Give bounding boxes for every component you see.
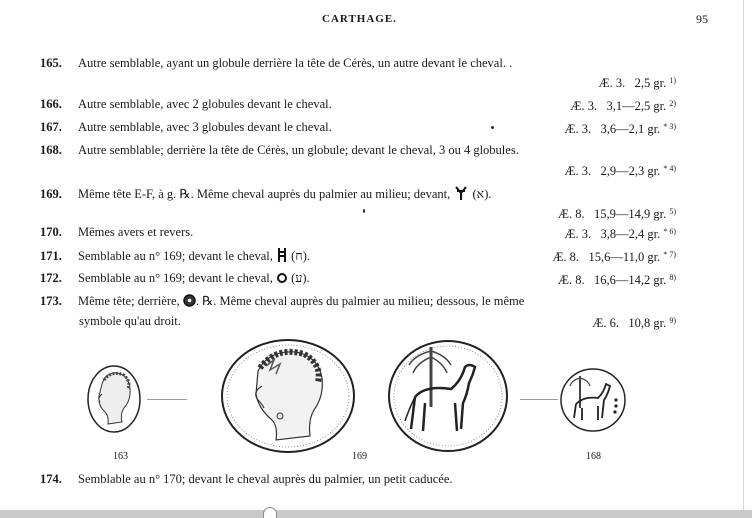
entry-text: Mêmes avers et revers.: [78, 225, 194, 239]
entry-168: [40, 142, 676, 158]
entry-165: [40, 55, 676, 71]
entry-text: Même tête; derrière,: [78, 294, 180, 308]
entry-number: 166.: [40, 97, 62, 111]
entry-text: Autre semblable, avec 2 globules devant le cheval.: [78, 97, 332, 111]
entry-number: 172.: [40, 271, 62, 285]
entry-measure: Æ. 3. 3,1—2,5 gr. $^{2)}$: [570, 99, 676, 113]
entry-text: Même tête E-F, à g. ℞. Même cheval auprès du palmier au milieu; devant,: [78, 187, 451, 201]
symbol-label: (א).: [472, 187, 492, 201]
symbol-label: (ע).: [291, 271, 310, 285]
entry-measure: Æ. 8. 16,6—14,2 gr. $^{8)}$: [557, 273, 676, 287]
entry-170: [40, 224, 676, 240]
coin-163-head-illustration: [84, 362, 144, 440]
entry-text: Autre semblable; derrière la tête de Cérès, un globule; devant le cheval, 3 ou 4 globules.: [78, 143, 519, 157]
entry-171: [40, 247, 676, 264]
entry-number: 171.: [40, 249, 62, 263]
entry-166: [40, 96, 676, 112]
figure-caption: 168: [586, 451, 601, 462]
coin-168-reverse-illustration: [558, 366, 628, 434]
coin-169-reverse-illustration: [385, 337, 511, 455]
figure-caption: 169: [352, 451, 367, 462]
stray-dot: [363, 209, 365, 213]
entry-text: symbole qu'au droit.: [79, 314, 181, 328]
stray-dot: [491, 126, 494, 129]
symbol-label: (ח).: [291, 249, 310, 263]
page-number: 95: [696, 12, 708, 26]
entry-measure: Æ. 3. 2,9—2,3 gr. $^{* 4)}$: [564, 164, 676, 178]
entry-173-continuation: [79, 313, 676, 329]
punic-heth-symbol: [276, 247, 288, 263]
punic-ayin-symbol: [276, 270, 288, 284]
entry-measure: Æ. 8. 15,6—11,0 gr. $^{* 7)}$: [552, 250, 676, 264]
entry-measure: Æ. 3. 3,6—2,1 gr. $^{* 3)}$: [564, 122, 676, 136]
entry-number: 167.: [40, 120, 62, 134]
figure-caption: 163: [113, 451, 128, 462]
entry-number: 169.: [40, 187, 62, 201]
entry-text: Semblable au n° 169; devant le cheval,: [78, 271, 273, 285]
scroll-notch: [263, 507, 277, 518]
entry-text: Semblable au n° 170; devant le cheval auprès du palmier, un petit caducée.: [78, 472, 453, 486]
entry-text: Autre semblable, avec 3 globules devant le cheval.: [78, 120, 332, 134]
entry-measure: Æ. 6. 10,8 gr. $^{9)}$: [592, 316, 676, 330]
entry-text: Semblable au n° 169; devant le cheval,: [78, 249, 273, 263]
entry-measure: Æ. 3. 2,5 gr. $^{1)}$: [598, 76, 676, 90]
bottom-scroll-strip: [0, 510, 752, 518]
entry-173: [40, 293, 676, 309]
page-header-title: CARTHAGE.: [322, 13, 397, 25]
entry-measure: Æ. 3. 3,8—2,4 gr. $^{* 6)}$: [564, 227, 676, 241]
entry-174: [40, 471, 676, 487]
coin-169-obverse-illustration: [218, 336, 358, 456]
entry-text: Autre semblable, ayant un globule derrière la tête de Cérès, un autre devant le cheval. .: [78, 56, 513, 70]
entry-167: [40, 119, 676, 135]
entry-number: 173.: [40, 294, 62, 308]
entry-169: [40, 185, 676, 202]
figure-separator: [147, 399, 187, 400]
entry-number: 170.: [40, 225, 62, 239]
entry-172: [40, 270, 676, 286]
entry-number: 168.: [40, 143, 62, 157]
figure-separator: [520, 399, 558, 400]
entry-number: 174.: [40, 472, 62, 486]
entry-number: 165.: [40, 56, 62, 70]
entry-measure: Æ. 8. 15,9—14,9 gr. $^{5)}$: [557, 207, 676, 221]
entry-text: . ℞. Même cheval auprès du palmier au milieu; dessous, le même: [195, 294, 525, 308]
punic-aleph-symbol: [453, 185, 469, 201]
rosette-symbol: [183, 294, 196, 307]
